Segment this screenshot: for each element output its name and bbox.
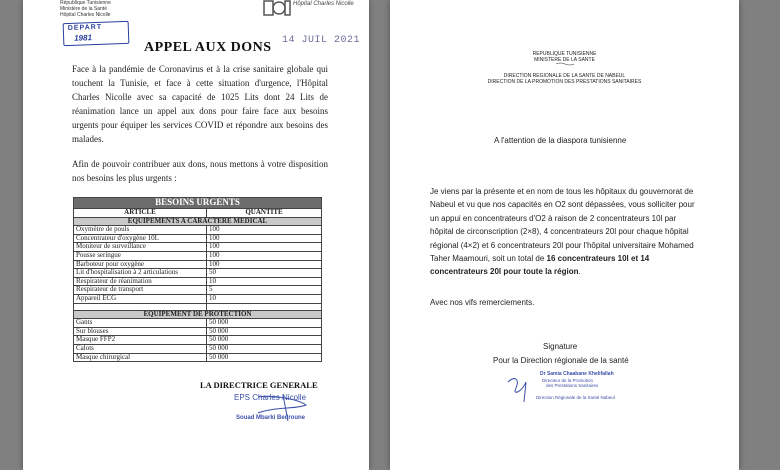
header-line: REPUBLIQUE TUNISIENNE <box>532 51 597 57</box>
quantity-cell: 100 <box>207 243 322 252</box>
table-row <box>74 344 322 353</box>
stamp-role: Directeur de la Promotion <box>542 378 594 383</box>
table-row <box>74 336 322 345</box>
signatory-title: LA DIRECTRICE GENERALE <box>200 380 318 390</box>
article-cell: Lit d'hospitalisation à 2 articulations <box>74 269 207 278</box>
body-bold-text: 16 concentrateurs 10l et 14 concentrateurs 20l pour toute la région <box>430 254 650 277</box>
quantity-cell: 10 <box>207 294 322 303</box>
table-row <box>74 319 322 328</box>
date-stamp: 14 JUIL 2021 <box>282 35 361 46</box>
column-header-article: ARTICLE <box>74 209 207 218</box>
table-row <box>74 353 322 362</box>
depart-stamp <box>63 21 130 46</box>
quantity-cell: 50 000 <box>207 336 322 345</box>
section-header-protection: EQUIPEMENT DE PROTECTION <box>74 310 322 319</box>
table-row <box>74 226 322 235</box>
thanks-line: Avec nos vifs remerciements. <box>430 298 535 307</box>
letter-body <box>430 185 698 279</box>
attention-line: A l'attention de la diaspora tunisienne <box>494 136 627 145</box>
official-stamp <box>500 368 620 408</box>
needs-paragraph: Afin de pouvoir contribuer aux dons, nous mettons à votre disposition nos besoins les plus urgents : <box>72 159 328 183</box>
body-end: . <box>578 267 581 277</box>
article-cell: Calots <box>74 344 207 353</box>
article-cell: Respirateur de transport <box>74 286 207 295</box>
table-row <box>74 243 322 252</box>
stamp-number: 1981 <box>73 33 93 43</box>
header-line: MINISTERE DE LA SANTE <box>534 57 595 63</box>
right-document-page <box>390 0 739 470</box>
table-row <box>74 269 322 278</box>
table-row <box>74 251 322 260</box>
signature-scribble-icon <box>500 368 540 408</box>
ornament-icon <box>555 62 575 66</box>
quantity-cell: 5 <box>207 286 322 295</box>
article-cell: Barboteur pour oxygène <box>74 260 207 269</box>
article-cell: Respirateur de réanimation <box>74 277 207 286</box>
quantity-cell: 50 000 <box>207 327 322 336</box>
article-cell: Gants <box>74 319 207 328</box>
signature-stamp <box>228 393 318 423</box>
article-cell: Oxymètre de pouls <box>74 226 207 235</box>
header-line: Ministère de la Santé <box>60 6 107 12</box>
quantity-cell: 10 <box>207 277 322 286</box>
intro-paragraph: Face à la pandémie de Coronavirus et à la crise sanitaire globale qui touchent la Tunisie, et face à cette situation d'urgence, l'Hôpital Charles Nicolle avec sa capacité de 1025 Lits dont 24 Lits de réanimation lance un appel aux dons pour faire face aux besoins urgents pour équiper les services COVID et répondre aux besoins des malades. <box>72 64 328 144</box>
stamp-role: des Prestations Sanitaires <box>546 383 599 388</box>
quantity-cell: 50 <box>207 269 322 278</box>
needs-table <box>73 197 322 362</box>
column-header-quantity: QUANTITE <box>207 209 322 218</box>
stamp-org: Direction Régionale de la Santé Nabeul <box>536 395 615 400</box>
table-row <box>74 327 322 336</box>
header-line: DIRECTION REGIONALE DE LA SANTE DE NABEUL <box>503 73 626 79</box>
stamp-line: EPS Charles Nicolle <box>234 393 307 402</box>
header-line: Hôpital Charles Nicolle <box>60 12 111 18</box>
article-cell: Appareil ECG <box>74 294 207 303</box>
left-document-page <box>23 0 369 470</box>
article-cell: Sur blouses <box>74 327 207 336</box>
table-row <box>74 234 322 243</box>
quantity-cell: 100 <box>207 226 322 235</box>
table-title: BESOINS URGENTS <box>74 198 322 209</box>
article-cell: Pousse seringue <box>74 251 207 260</box>
article-cell: Masque chirurgical <box>74 353 207 362</box>
quantity-cell: 100 <box>207 251 322 260</box>
quantity-cell: 50 000 <box>207 344 322 353</box>
quantity-cell: 100 <box>207 234 322 243</box>
table-row <box>74 286 322 295</box>
page-title: APPEL AUX DONS <box>144 40 272 55</box>
blank-cell <box>207 303 322 310</box>
body-text: Je viens par la présente et en nom de tous les hôpitaux du gouvernorat de Nabeul et vu que nos capacités en O2 sont dépassées, vous solliciter pour un appui en concentrateurs d'O2 à raison de 2 concentrateurs 10l par hôpital de circonscription (2×8), 4 concentrateurs 20l pour chaque hôpital régional (4×2) et 6 concentrateurs 20l pour l'hôpital universitaire Mohamed Taher Maamouri, soit un total de <box>430 187 695 264</box>
table-row <box>74 277 322 286</box>
header-line: République Tunisienne <box>60 0 111 6</box>
table-row <box>74 294 322 303</box>
quantity-cell: 100 <box>207 260 322 269</box>
signature-label: Signature <box>543 342 578 351</box>
hospital-logo-icon <box>263 0 291 18</box>
table-row <box>74 260 322 269</box>
article-cell: Moniteur de surveillance <box>74 243 207 252</box>
signature-for: Pour la Direction régionale de la santé <box>493 356 629 365</box>
article-cell: Concentrateur d'oxygène 10L <box>74 234 207 243</box>
blank-cell <box>74 303 207 310</box>
section-header-medical: EQUIPEMENTS A CARACTERE MEDICAL <box>74 217 322 226</box>
quantity-cell: 50 000 <box>207 353 322 362</box>
stamp-name: Dr Samia Chaabane Khelifallah <box>540 371 614 377</box>
header-line: DIRECTION DE LA PROMOTION DES PRESTATIONS SANITAIRES <box>487 79 642 85</box>
ministry-header <box>60 0 111 18</box>
logo-text: Hôpital Charles Nicolle <box>293 1 354 7</box>
article-cell: Masque FFP2 <box>74 336 207 345</box>
stamp-label: DEPART <box>67 23 103 32</box>
quantity-cell: 50 000 <box>207 319 322 328</box>
stamp-line: Souad Mbarki Bedroune <box>236 415 306 421</box>
